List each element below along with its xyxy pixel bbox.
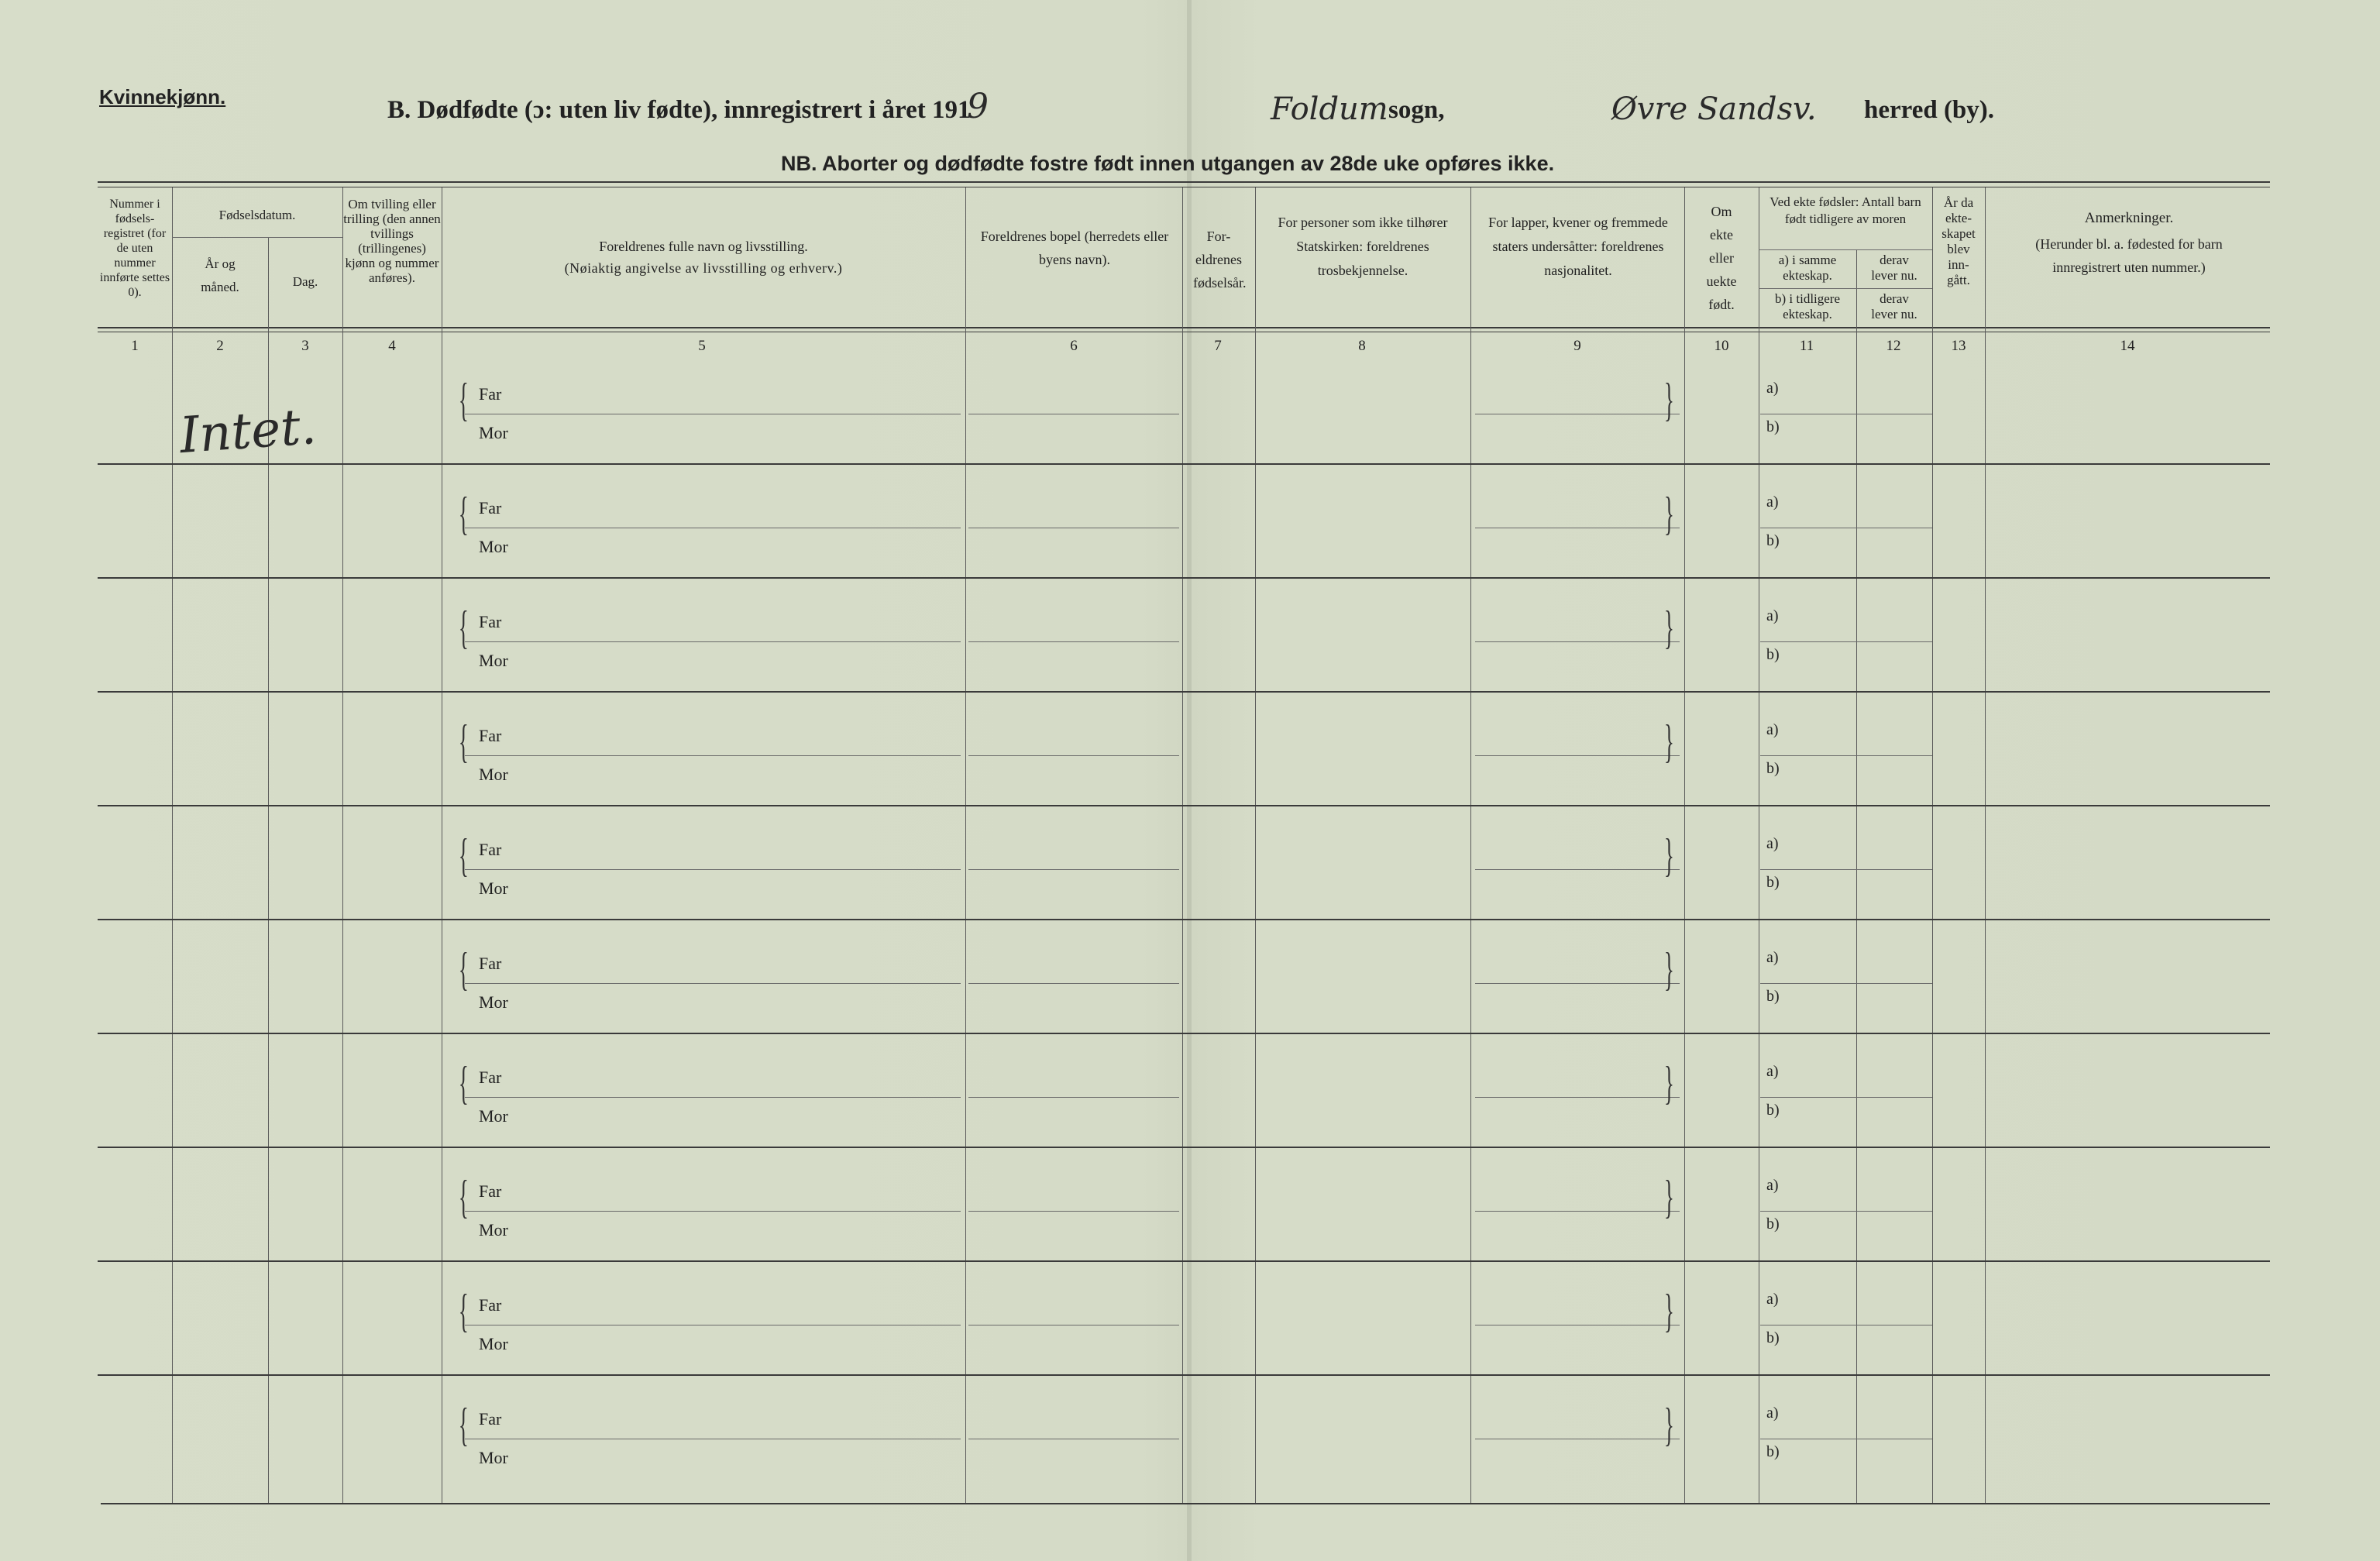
col12b-header: derav lever nu. [1871,291,1917,321]
district-handwritten: Øvre Sandsv. [1611,91,1817,127]
col-line [1856,249,1857,1503]
a-label: a) [1766,1405,1779,1422]
column-number-8: 8 [1358,338,1366,354]
far-mor-divider [1760,869,1932,870]
b-label: b) [1766,1329,1780,1346]
col10-header: Om ekte eller uekte født. [1706,204,1737,312]
far-label: Far [479,384,502,404]
col5-subheader: (Nøiaktig angivelse av livsstilling og erhverv.) [564,260,843,276]
year-handwritten: 9 [967,87,989,126]
column-number-7: 7 [1214,338,1222,354]
a-label: a) [1766,721,1779,738]
b-label: b) [1766,874,1780,891]
col12a-header: derav lever nu. [1871,253,1917,283]
far-label: Far [479,1409,502,1429]
row-separator [98,577,2270,579]
right-brace: } [1663,1171,1674,1222]
far-mor-divider [1475,1097,1680,1098]
mor-label: Mor [479,651,508,670]
left-brace: { [458,1057,469,1109]
a-label: a) [1766,949,1779,966]
col14-subheader: (Herunder bl. a. fødested for barn innregistrert uten nummer.) [2035,236,2223,275]
column-number-5: 5 [698,338,706,354]
col9-header: For lapper, kvener og fremmede staters undersåtter: foreldrenes nasjonalitet. [1488,215,1668,278]
column-number-6: 6 [1070,338,1078,354]
left-brace: { [458,1399,469,1450]
col-line [1985,187,1986,1503]
right-brace: } [1663,716,1674,767]
column-number-14: 14 [2120,338,2135,354]
column-number-4: 4 [388,338,396,354]
right-brace: } [1663,488,1674,539]
far-mor-divider [968,641,1179,642]
table-top-rule [98,181,2270,183]
left-brace: { [458,716,469,767]
col6-header: Foreldrenes bopel (herredets eller byens navn). [980,229,1169,267]
abortion-note: NB. Aborter og dødfødte fostre født innen utgangen av 28de uke opføres ikke. [781,152,1555,175]
far-mor-divider [465,869,961,870]
mor-label: Mor [479,1106,508,1126]
a-label: a) [1766,835,1779,852]
row-separator [98,463,2270,465]
col-line [1684,187,1685,1503]
far-mor-divider [465,1097,961,1098]
far-mor-divider [1760,1211,1932,1212]
right-brace: } [1663,374,1674,425]
col5-header: Foreldrenes fulle navn og livsstilling. [599,239,808,254]
right-brace: } [1663,1285,1674,1336]
ekte-fodsler-rule-2 [1759,288,1932,289]
right-brace: } [1663,1399,1674,1450]
col-line [342,187,343,1503]
row-separator [98,691,2270,693]
row-separator [98,919,2270,920]
mor-label: Mor [479,878,508,898]
mor-label: Mor [479,1448,508,1467]
far-mor-divider [465,983,961,984]
left-brace: { [458,488,469,539]
b-label: b) [1766,1215,1780,1233]
row-separator [98,1147,2270,1148]
a-label: a) [1766,380,1779,397]
far-label: Far [479,726,502,745]
column-number-2: 2 [216,338,224,354]
left-brace: { [458,830,469,881]
header-bottom-rule [98,327,2270,328]
a-label: a) [1766,1063,1779,1080]
col3-header: Dag. [292,274,318,289]
col11b-header: b) i tidligere ekteskap. [1774,291,1841,321]
far-mor-divider [1760,1097,1932,1098]
far-mor-divider [465,1211,961,1212]
form-title: B. Dødfødte (ɔ: uten liv fødte), innregistrert i året 191 [387,96,971,124]
far-mor-divider [1475,755,1680,756]
gender-label: Kvinnekjønn. [99,85,226,108]
right-brace: } [1663,830,1674,881]
left-brace: { [458,944,469,995]
first-row-handwritten: Intet. [177,397,318,466]
far-mor-divider [1475,983,1680,984]
row-separator [98,805,2270,806]
far-mor-divider [1475,869,1680,870]
b-label: b) [1766,418,1780,435]
far-label: Far [479,498,502,517]
column-number-10: 10 [1714,338,1729,354]
a-label: a) [1766,1291,1779,1308]
column-number-11: 11 [1799,338,1814,354]
column-number-1: 1 [131,338,139,354]
col7-header: For-eldrenes fødselsår. [1193,229,1247,291]
col1-header: Nummer i fødsels-registret (for de uten nummer innførte settes 0). [99,198,170,299]
col8-header: For personer som ikke tilhører Statskirken: foreldrenes trosbekjennelse. [1278,215,1448,278]
far-label: Far [479,840,502,859]
parish-label: sogn, [1388,96,1445,124]
col13-header: År da ekte-skapet blev inn-gått. [1941,195,1976,287]
mor-label: Mor [479,765,508,784]
far-mor-divider [968,1097,1179,1098]
left-brace: { [458,1285,469,1336]
far-mor-divider [968,983,1179,984]
b-label: b) [1766,532,1780,549]
b-label: b) [1766,760,1780,777]
a-label: a) [1766,493,1779,511]
column-number-9: 9 [1573,338,1581,354]
col-line [1255,187,1256,1503]
far-label: Far [479,1068,502,1087]
far-mor-divider [968,869,1179,870]
col2-header: År og måned. [201,256,239,294]
col11a-header: a) i samme ekteskap. [1778,253,1837,283]
far-mor-divider [1475,1211,1680,1212]
table-bottom-rule [101,1503,2270,1504]
col1112-header: Ved ekte fødsler: Antall barn født tidligere av moren [1770,194,1921,226]
column-number-3: 3 [301,338,309,354]
col14-header: Anmerkninger. [2084,210,2174,226]
far-mor-divider [465,755,961,756]
col-line [1470,187,1471,1503]
fodselsdatum-rule [172,237,342,238]
mor-label: Mor [479,1220,508,1240]
col-line [965,187,966,1503]
col-line [1932,187,1933,1503]
far-mor-divider [968,1211,1179,1212]
row-separator [98,1033,2270,1034]
left-brace: { [458,374,469,425]
far-mor-divider [1475,641,1680,642]
b-label: b) [1766,646,1780,663]
ekte-fodsler-rule [1759,249,1932,250]
mor-label: Mor [479,537,508,556]
far-label: Far [479,1181,502,1201]
b-label: b) [1766,988,1780,1005]
fodselsdatum-header: Fødselsdatum. [218,208,296,222]
far-label: Far [479,1295,502,1315]
district-label: herred (by). [1864,96,1995,124]
left-brace: { [458,1171,469,1222]
far-mor-divider [1760,755,1932,756]
a-label: a) [1766,607,1779,624]
left-brace: { [458,602,469,653]
column-number-12: 12 [1886,338,1901,354]
col-line [172,187,173,1503]
right-brace: } [1663,1057,1674,1109]
mor-label: Mor [479,992,508,1012]
b-label: b) [1766,1102,1780,1119]
far-label: Far [479,612,502,631]
b-label: b) [1766,1443,1780,1460]
mor-label: Mor [479,1334,508,1353]
right-brace: } [1663,944,1674,995]
parish-handwritten: Foldum [1271,91,1388,127]
row-separator [98,1260,2270,1262]
far-mor-divider [968,755,1179,756]
far-label: Far [479,954,502,973]
col-line [1182,187,1183,1503]
far-mor-divider [465,641,961,642]
far-mor-divider [1760,983,1932,984]
col4-header: Om tvilling eller trilling (den annen tvillings (trillingenes) kjønn og nummer anføres). [343,197,441,285]
right-brace: } [1663,602,1674,653]
row-separator [98,1374,2270,1376]
far-mor-divider [1760,641,1932,642]
a-label: a) [1766,1177,1779,1194]
mor-label: Mor [479,423,508,442]
column-number-13: 13 [1951,338,1966,354]
